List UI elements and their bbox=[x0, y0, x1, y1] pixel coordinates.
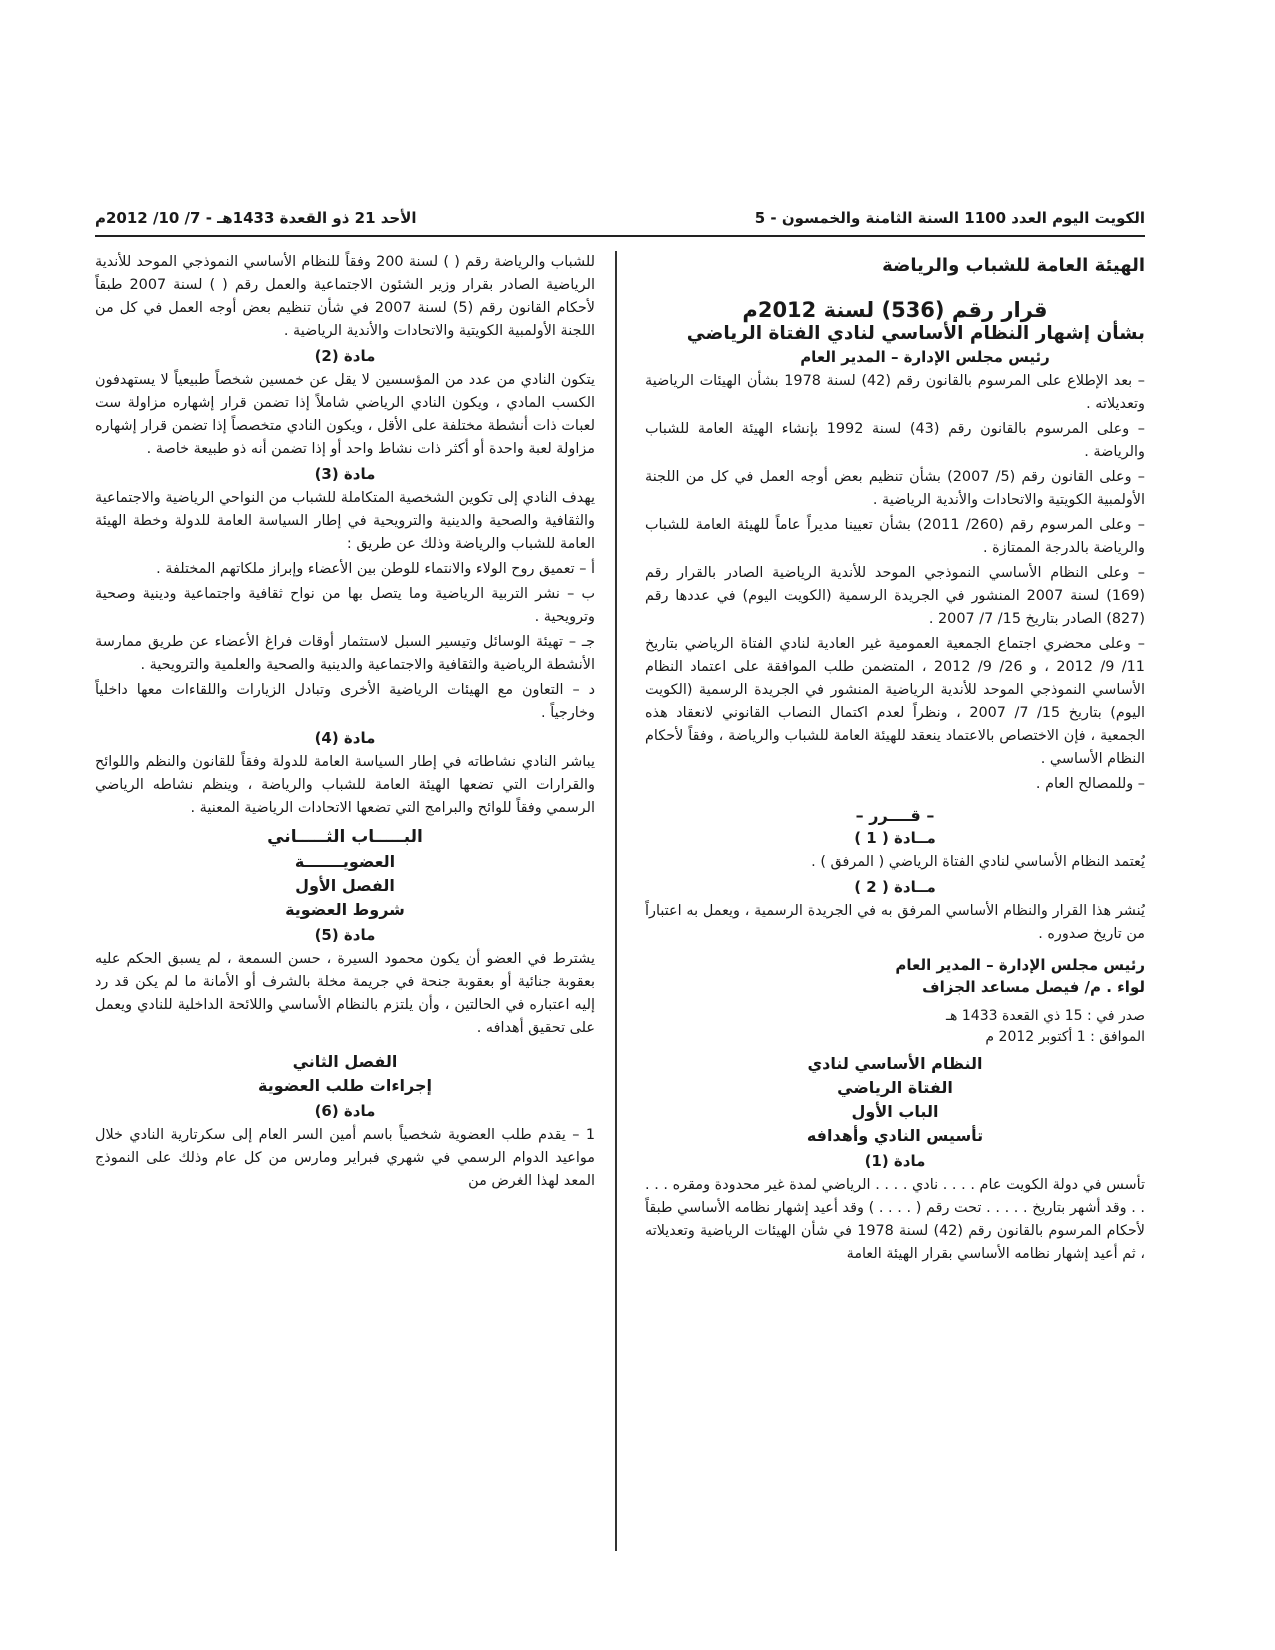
statute-article-2-text: يتكون النادي من عدد من المؤسسين لا يقل عن خمسين شخصاً طبيعياً لا يستهدفون الكسب المادي ، ويكون النادي الرياضي شاملاً إذا تضمن قرار إشهاره مزاولة ست لعبات ذات أنشطة مختلفة على الأقل ، ويكون النادي متخصصاً إذا تضمن قرار إشهاره مزاولة لعبة واحدة أو أكثر ذات نشاط واحد أو إذا تضمن أنه ذو طبيعة خاصة . bbox=[95, 372, 595, 457]
statute-article-1-text: تأسس في دولة الكويت عام . . . . نادي . . . . الرياضي لمدة غير محدودة ومقره . . . . . وقد أشهر بتاريخ . . . . . تحت رقم ( . . . . ) وقد أعيد إشهار نظامه الأساسي طبقاً لأحكام المرسوم بالقانون رقم (42) لسنة 1978 في شأن الهيئات الرياضية وتعديلاته ، ثم أعيد إشهار نظامه الأساسي بقرار الهيئة العامة bbox=[645, 1177, 1145, 1262]
signature-title: رئيس مجلس الإدارة – المدير العام bbox=[895, 956, 1145, 974]
chair-title: رئيس مجلس الإدارة – المدير العام bbox=[800, 348, 1050, 366]
preamble-item: – وعلى النظام الأساسي النموذجي الموحد للأندية الرياضية الصادر بالقرار رقم (169) لسنة 2007 المنشور في الجريدة الرسمية (الكويت اليوم) في عددها رقم (827) الصادر بتاريخ 15/ 7/ 2007 . bbox=[645, 565, 1145, 627]
statute-club-name: الفتاة الرياضي bbox=[837, 1078, 953, 1097]
statute-article-6-text: 1 – يقدم طلب العضوية شخصياً باسم أمين السر العام إلى سكرتارية النادي خلال مواعيد الدوام الرسمي في شهري فبراير ومارس من كل عام وذلك على النموذج المعد لهذا الغرض من bbox=[95, 1127, 595, 1189]
article-2-heading: مــادة ( 2 ) bbox=[854, 878, 936, 896]
preamble-item: – وعلى القانون رقم (5/ 2007) بشأن تنظيم بعض أوجه العمل في كل من اللجنة الأولمبية الكويتية والاتحادات والأندية الرياضية . bbox=[645, 469, 1145, 508]
signature-name: لواء . م/ فيصل مساعد الجزاف bbox=[922, 978, 1145, 996]
right-column bbox=[645, 251, 1145, 1571]
decision-subject: بشأن إشهار النظام الأساسي لنادي الفتاة الرياضي bbox=[686, 323, 1145, 344]
columns bbox=[95, 251, 1145, 1571]
article-3-item: أ – تعميق روح الولاء والانتماء للوطن بين الأعضاء وإبراز ملكاتهم المختلفة . bbox=[156, 561, 595, 577]
decision-title: قرار رقم (536) لسنة 2012م bbox=[742, 298, 1048, 322]
chapter-1-subtitle: تأسيس النادي وأهدافه bbox=[806, 1126, 984, 1145]
page-header bbox=[95, 205, 1145, 237]
preamble-item: – وللمصالح العام . bbox=[1035, 776, 1145, 792]
header-date: الأحد 21 ذو القعدة 1433هـ - 7/ 10/ 2012م bbox=[95, 209, 417, 227]
article-3-item: جـ – تهيئة الوسائل وتيسير السبل لاستثمار أوقات فراغ الأعضاء عن طريق ممارسة الأنشطة الرياضية والثقافية والاجتماعية والدينية والصحية والعلمية والترويحية . bbox=[95, 634, 595, 673]
gazette-page bbox=[95, 205, 1145, 1585]
preamble-item: – بعد الإطلاع على المرسوم بالقانون رقم (42) لسنة 1978 بشأن الهيئات الرياضية وتعديلاته . bbox=[645, 373, 1145, 412]
statute-article-5-heading: مادة (5) bbox=[314, 926, 376, 944]
article-1-text: يُعتمد النظام الأساسي لنادي الفتاة الرياضي ( المرفق ) . bbox=[811, 854, 1145, 870]
article-1-heading: مــادة ( 1 ) bbox=[854, 829, 936, 847]
statute-article-4-text: يباشر النادي نشاطاته في إطار السياسة العامة للدولة وفقاً للقانون والنظم واللوائح والقرارات التي تضعها الهيئة العامة للشباب والرياضة ، وينظم نشاطه الرياضي الرسمي وفقاً للوائح والبرامج التي تضعها الاتحادات الرياضية المعنية . bbox=[95, 754, 595, 816]
column-divider bbox=[615, 251, 617, 1551]
section-2-title: الفصل الثاني bbox=[292, 1052, 398, 1071]
chapter-2-subtitle: العضويـــــــة bbox=[294, 852, 396, 871]
chapter-2-title: البـــــاب الثـــــاني bbox=[267, 827, 423, 847]
statute-article-6-heading: مادة (6) bbox=[314, 1102, 376, 1120]
statute-title: النظام الأساسي لنادي bbox=[807, 1054, 983, 1073]
preamble-item: – وعلى المرسوم بالقانون رقم (43) لسنة 1992 بإنشاء الهيئة العامة للشباب والرياضة . bbox=[645, 421, 1145, 460]
statute-article-5-text: يشترط في العضو أن يكون محمود السيرة ، حسن السمعة ، لم يسبق الحكم عليه بعقوبة جنائية أو بعقوبة جنحة في جريمة مخلة بالشرف أو الأمانة ما لم يكن قد رد إليه اعتباره في الحالتين ، وأن يلتزم بالنظام الأساسي واللائحة الداخلية للنادي ويعمل على تحقيق أهدافه . bbox=[95, 951, 595, 1036]
header-issue-info: الكويت اليوم العدد 1100 السنة الثامنة والخمسون - 5 bbox=[754, 209, 1145, 227]
section-1-title: الفصل الأول bbox=[295, 876, 395, 895]
preamble-item: – وعلى محضري اجتماع الجمعية العمومية غير العادية لنادي الفتاة الرياضي بتاريخ 11/ 9/ 2012 ، و 26/ 9/ 2012 ، المتضمن طلب الموافقة على اعتماد النظام الأساسي النموذجي الموحد للأندية الرياضية المنشور في الجريدة الرسمية (الكويت اليوم) بتاريخ 15/ 7/ 2007 ، ونظراً لعدم اكتمال النصاب القانوني لانعقاد هذه الجمعية ، فإن الاختصاص بالاعتماد ينعقد للهيئة العامة للشباب والرياضة ، وفقاً لأحكام النظام الأساسي . bbox=[645, 636, 1145, 767]
preamble-item: – وعلى المرسوم رقم (260/ 2011) بشأن تعيينا مديراً عاماً للهيئة العامة للشباب والرياضة بالدرجة الممتازة . bbox=[645, 517, 1145, 556]
article-3-item: د – التعاون مع الهيئات الرياضية الأخرى وتبادل الزيارات واللقاءات معها داخلياً وخارجياً . bbox=[95, 682, 595, 721]
agency-name: الهيئة العامة للشباب والرياضة bbox=[882, 255, 1145, 276]
left-column bbox=[95, 251, 595, 1571]
statute-article-1-heading: مادة (1) bbox=[864, 1152, 926, 1170]
decides-heading: – قــــرر – bbox=[855, 806, 935, 825]
statute-article-4-heading: مادة (4) bbox=[314, 729, 376, 747]
section-2-subtitle: إجراءات طلب العضوية bbox=[258, 1076, 432, 1095]
chapter-1-title: الباب الأول bbox=[851, 1102, 939, 1121]
corresponding-date: الموافق : 1 أكتوبر 2012 م bbox=[985, 1029, 1145, 1045]
continued-text: للشباب والرياضة رقم ( ) لسنة 200 وفقاً للنظام الأساسي النموذجي الموحد للأندية الرياضية الصادر بقرار وزير الشئون الاجتماعية والعمل رقم ( ) لسنة 2007 طبقاً لأحكام القانون رقم (5) لسنة 2007 في شأن تنظيم بعض أوجه العمل في كل من اللجنة الأولمبية الكويتية والاتحادات والأندية الرياضية . bbox=[95, 254, 595, 339]
issued-date: صدر في : 15 ذي القعدة 1433 هـ bbox=[945, 1008, 1145, 1024]
statute-article-2-heading: مادة (2) bbox=[314, 347, 376, 365]
statute-article-3-intro: يهدف النادي إلى تكوين الشخصية المتكاملة للشباب من النواحي الرياضية والاجتماعية والثقافية والصحية والدينية والترويحية في إطار السياسة العامة للدولة وخطة الهيئة العامة للشباب والرياضة وذلك عن طريق : bbox=[95, 490, 595, 552]
statute-article-3-heading: مادة (3) bbox=[314, 465, 376, 483]
article-2-text: يُنشر هذا القرار والنظام الأساسي المرفق به في الجريدة الرسمية ، ويعمل به اعتباراً من تاريخ صدوره . bbox=[645, 903, 1145, 942]
article-3-item: ب – نشر التربية الرياضية وما يتصل بها من نواح ثقافية واجتماعية ودينية وصحية وترويحية . bbox=[95, 586, 595, 625]
section-1-subtitle: شروط العضوية bbox=[285, 900, 405, 919]
